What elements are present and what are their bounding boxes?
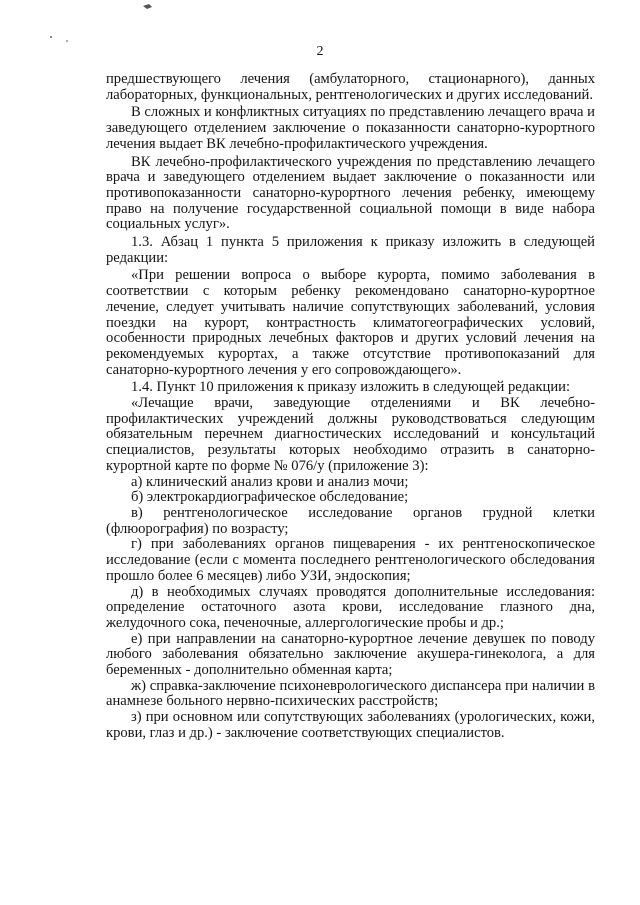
scan-speck: [50, 36, 52, 38]
paragraph-vk-conclusion: ВК лечебно-профилактического учреждения по представлению лечащего врача и заведующего отделением выдает заключение о показанности или противопоказанности санаторно-курортного лечения ребенку, имеющему право на получение государственной социальной помощи в виде набора социальных услуг».: [106, 153, 595, 233]
paragraph-complex-cases: В сложных и конфликтных ситуациях по представлению лечащего врача и заведующего отделением заключение о показанности санаторно-курортного лечения выдает ВК лечебно-профилактического учреждения.: [106, 104, 595, 152]
scan-speck: [66, 40, 68, 42]
paragraph-1-4-heading: 1.4. Пункт 10 приложения к приказу изложить в следующей редакции:: [131, 379, 571, 396]
list-item-e: е) при направлении на санаторно-курортное лечение девушек по поводу любого заболевания обязательно заключение акушера-гинеколога, а для беременных - дополнительно обменная карта;: [106, 630, 595, 679]
document-body: [106, 72, 595, 742]
list-item-zh: ж) справка-заключение психоневрологического диспансера при наличии в анамнезе больного нервно-психических расстройств;: [106, 677, 595, 710]
paragraph-1-3-quote: «При решении вопроса о выборе курорта, помимо заболевания в соответствии с которым ребенку рекомендовано санаторно-курортное лечение, следует учитывать наличие сопутствующих заболеваний, условия поездки на курорт, контрастность климатогеографических условий, особенности природных лечебных факторов и других условий лечения на рекомендуемых курортах, а также отсутствие противопоказаний для санаторно-курортного лечения у его сопровождающего».: [106, 267, 595, 378]
paragraph-continuation: предшествующего лечения (амбулаторного, стационарного), данных лабораторных, функциональных, рентгенологических и других исследований.: [106, 71, 595, 103]
list-item-d: д) в необходимых случаях проводятся дополнительные исследования: определение остаточного азота крови, исследование глазного дна, желудочного сока, печеночные, аллергологические пробы и др.;: [106, 583, 595, 631]
list-item-v: в) рентгенологическое исследование органов грудной клетки (флюорография) по возрасту;: [106, 504, 595, 537]
paragraph-1-3-heading: 1.3. Абзац 1 пункта 5 приложения к приказу изложить в следующей редакции:: [106, 234, 595, 266]
list-item-a: а) клинический анализ крови и анализ мочи;: [131, 473, 409, 490]
paragraph-1-4-quote: «Лечащие врачи, заведующие отделениями и ВК лечебно-профилактических учреждений должны руководствоваться следующим обязательным перечнем диагностических исследований и консультаций специалистов, результаты которых необходимо отразить в санаторно-курортной карте по форме № 076/у (приложение 3):: [106, 395, 595, 474]
list-item-z: з) при основном или сопутствующих заболеваниях (урологических, кожи, крови, глаз и др.) - заключение соответствующих специалистов.: [106, 709, 595, 741]
list-item-b: б) электрокардиографическое обследование;: [131, 489, 409, 506]
scan-speck: [143, 4, 152, 9]
list-item-g: г) при заболеваниях органов пищеварения - их рентгеноскопическое исследование (если с момента последнего рентгенологического обследования прошло более 6 месяцев) либо УЗИ, эндоскопия;: [106, 536, 595, 584]
page-number: 2: [316, 44, 324, 59]
